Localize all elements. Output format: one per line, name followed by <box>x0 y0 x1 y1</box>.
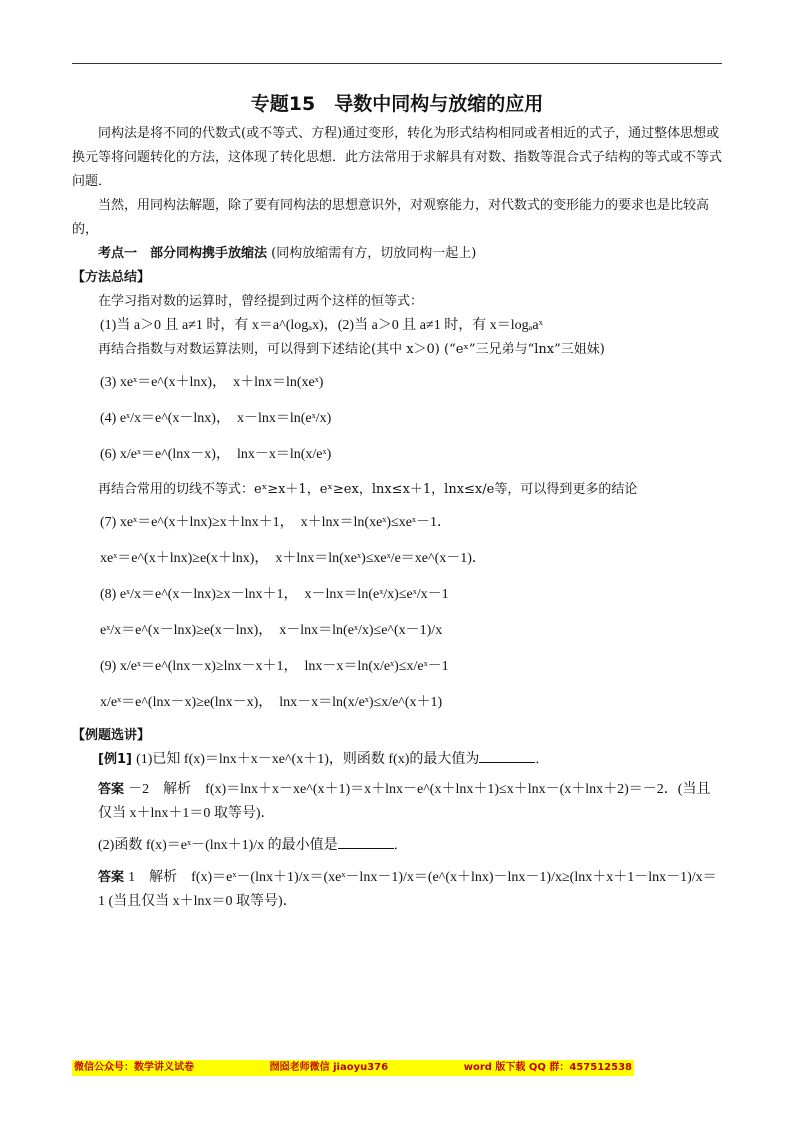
answer-blank <box>338 836 394 849</box>
header-rule <box>72 63 722 64</box>
intro-paragraph-2: 当然，用同构法解题，除了要有同构法的思想意识外，对观察能力，对代数式的变形能力的要求也是比较高的， <box>72 198 710 237</box>
example-1-q1-text: (1)已知 f(x)＝lnx＋x－xe^(x＋1)，则函数 f(x)的最大值为 <box>136 752 480 767</box>
formula-4: (4) eˣ/x＝e^(x－lnx)， x－lnx＝ln(eˣ/x) <box>100 411 332 426</box>
formula-7a: (7) xeˣ＝e^(x＋lnx)≥x＋lnx＋1， x＋lnx＝ln(xeˣ)≤xeˣ－1． <box>100 515 451 530</box>
answer-label-1: 答案 <box>98 782 125 797</box>
formula-8a: (8) eˣ/x＝e^(x－lnx)≥x－lnx＋1， x－lnx＝ln(eˣ/x)≤eˣ/x－1 <box>100 587 449 602</box>
answer-2-text: 1 解析 f(x)＝eˣ－(lnx＋1)/x＝(xeˣ－lnx－1)/x＝(e^(x＋lnx)－lnx－1)/x≥(lnx＋x＋1－lnx－1)/x＝1 (当且仅当 x＋lnx＝0 取等号)． <box>98 870 717 909</box>
kaodian-heading <box>72 242 722 266</box>
example-1-question-1: [例1] (1)已知 f(x)＝lnx＋x－xe^(x＋1)，则函数 f(x)的最大值为 ． <box>98 752 549 767</box>
formula-9a: (9) x/eˣ＝e^(lnx－x)≥lnx－x＋1， lnx－x＝ln(x/eˣ)≤x/eˣ－1 <box>100 659 449 674</box>
footer-qq-group: word 版下载 QQ 群：457512538 <box>463 1062 632 1073</box>
intro-paragraph-1: 同构法是将不同的代数式(或不等式、方程)通过变形，转化为形式结构相同或者相近的式子，通过整体思想或换元等将问题转化的方法，这体现了转化思想．此方法常用于求解具有对数、指数等混合式子结构的等式或不等式问题． <box>72 126 723 189</box>
formula-8b: eˣ/x＝e^(x－lnx)≥e(x－lnx)， x－lnx＝ln(eˣ/x)≤e^(x－1)/x <box>100 623 443 638</box>
method-intro: 在学习指对数的运算时，曾经提到过两个这样的恒等式： <box>98 294 424 309</box>
formula-6: (6) x/eˣ＝e^(lnx－x)， lnx－x＝ln(x/eˣ) <box>100 447 332 462</box>
formula-7b: xeˣ＝e^(x＋lnx)≥e(x＋lnx)， x＋lnx＝ln(xeˣ)≤xeˣ/e＝xe^(x－1)． <box>100 551 486 566</box>
answer-1-text: －2 解析 f(x)＝lnx＋x－xe^(x＋1)＝x＋lnx－e^(x＋lnx＋1)≤x＋lnx－(x＋lnx＋2)＝－2．(当且仅当 x＋lnx＋1＝0 取等号)． <box>98 782 711 821</box>
example-header: 【例题选讲】 <box>72 728 151 743</box>
example-1-label: [例1] <box>98 752 132 767</box>
example-1-answer-1 <box>72 778 722 826</box>
footer-banner <box>72 1060 634 1076</box>
formula-3: (3) xeˣ＝e^(x＋lnx)， x＋lnx＝ln(xeˣ) <box>100 375 324 390</box>
formula-9b: x/eˣ＝e^(lnx－x)≥e(lnx－x)， lnx－x＝ln(x/eˣ)≤x/e^(x＋1) <box>100 695 443 710</box>
combine-line: 再结合指数与对数运算法则，可以得到下述结论(其中 x＞0) (“eˣ”三兄弟与“lnx”三姐妹) <box>98 342 605 357</box>
answer-blank <box>479 750 535 763</box>
tangent-line: 再结合常用的切线不等式：eˣ≥x＋1，eˣ≥ex，lnx≤x＋1，lnx≤x/e等，可以得到更多的结论 <box>98 482 638 497</box>
footer-wechat-account: 微信公众号：数学讲义试卷 <box>74 1062 194 1073</box>
page-title: 专题15 导数中同构与放缩的应用 <box>250 93 544 115</box>
footer-teacher-wechat: 囫囵老师微信 jiaoyu376 <box>269 1062 389 1073</box>
kaodian-title: 考点一 部分同构携手放缩法 <box>98 246 268 261</box>
method-header: 【方法总结】 <box>72 270 151 285</box>
example-1-answer-2 <box>72 866 722 914</box>
document-page <box>72 92 722 914</box>
example-1-question-2: (2)函数 f(x)＝eˣ－(lnx＋1)/x 的最小值是 ． <box>98 838 407 853</box>
example-1-q2-text: (2)函数 f(x)＝eˣ－(lnx＋1)/x 的最小值是 <box>98 838 338 853</box>
answer-label-2: 答案 <box>98 870 125 885</box>
kaodian-note: (同构放缩需有方，切放同构一起上) <box>271 246 477 261</box>
identity-line: (1)当 a＞0 且 a≠1 时，有 x＝a^(logₐx)，(2)当 a＞0 且 a≠1 时，有 x＝logₐaˣ <box>100 318 543 333</box>
